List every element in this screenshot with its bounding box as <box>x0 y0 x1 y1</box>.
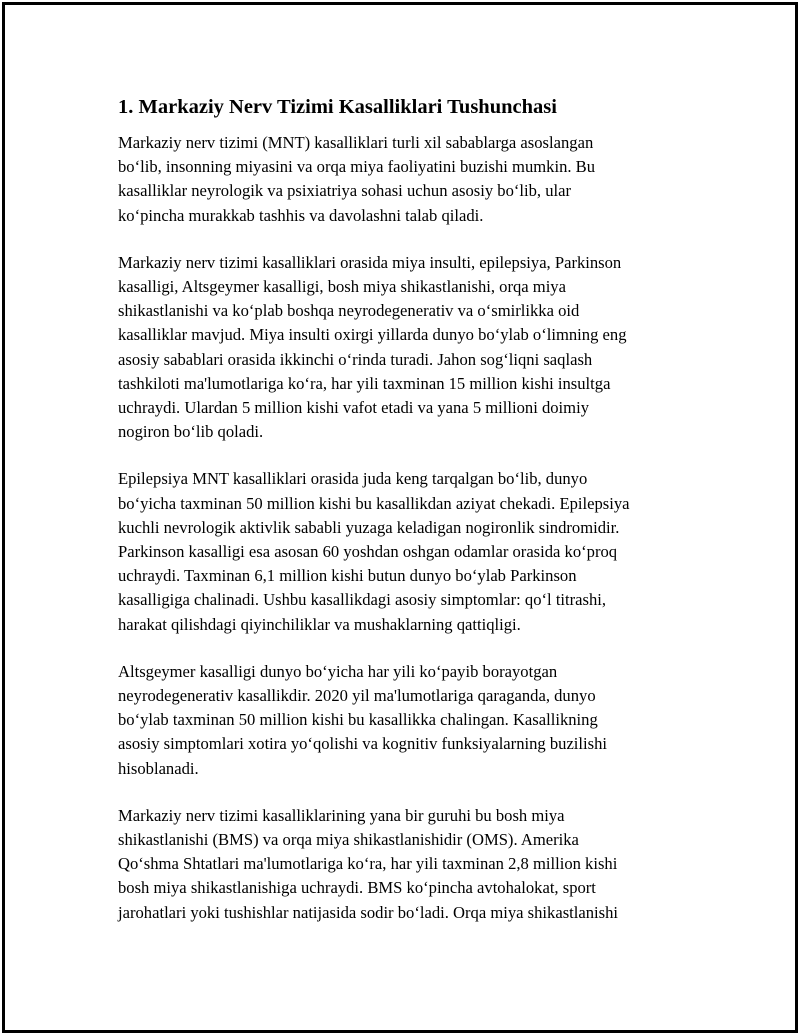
paragraph-2 <box>118 251 688 445</box>
paragraph-line: uchraydi. Ulardan 5 million kishi vafot etadi va yana 5 millioni doimiy <box>118 398 589 418</box>
paragraph-4 <box>118 660 688 781</box>
paragraph-line: Markaziy nerv tizimi (MNT) kasalliklari turli xil sabablarga asoslangan <box>118 133 594 152</box>
paragraph-line: ko‘pincha murakkab tashhis va davolashni talab qiladi. <box>118 205 484 225</box>
paragraph-1 <box>118 131 688 228</box>
paragraph-line: bo‘yicha taxminan 50 million kishi bu kasallikdan aziyat chekadi. Epilepsiya <box>118 493 630 513</box>
paragraph-line: Markaziy nerv tizimi kasalliklari orasida miya insulti, epilepsiya, Parkinson <box>118 252 622 272</box>
paragraph-line: shikastlanishi (BMS) va orqa miya shikastlanishidir (OMS). Amerika <box>118 830 579 850</box>
paragraph-line: hisoblanadi. <box>118 758 199 778</box>
paragraph-line: kasalliklar mavjud. Miya insulti oxirgi yillarda dunyo bo‘ylab o‘limning eng <box>118 325 627 345</box>
paragraph-5 <box>118 804 688 925</box>
paragraph-line: neyrodegenerativ kasallikdir. 2020 yil ma'lumotlariga qaraganda, dunyo <box>118 686 596 706</box>
paragraph-3 <box>118 467 688 636</box>
paragraph-line: asosiy sabablari orasida ikkinchi o‘rinda turadi. Jahon sog‘liqni saqlash <box>118 349 593 369</box>
paragraph-line: kasalligiga chalinadi. Ushbu kasallikdagi asosiy simptomlar: qo‘l titrashi, <box>118 590 607 610</box>
paragraph-line: uchraydi. Taxminan 6,1 million kishi butun dunyo bo‘ylab Parkinson <box>118 566 577 586</box>
paragraph-line: Qo‘shma Shtatlari ma'lumotlariga ko‘ra, har yili taxminan 2,8 million kishi <box>118 854 618 874</box>
paragraph-line: Markaziy nerv tizimi kasalliklarining yana bir guruhi bu bosh miya <box>118 805 565 825</box>
paragraph-line: Parkinson kasalligi esa asosan 60 yoshdan oshgan odamlar orasida ko‘proq <box>118 542 618 562</box>
paragraph-line: harakat qilishdagi qiyinchiliklar va mushaklarning qattiqligi. <box>118 614 521 634</box>
paragraph-line: bo‘ylab taxminan 50 million kishi bu kasallikka chalingan. Kasallikning <box>118 710 598 730</box>
section-heading: 1. Markaziy Nerv Tizimi Kasalliklari Tushunchasi <box>118 96 557 118</box>
paragraph-line: kasalliklar neyrologik va psixiatriya sohasi uchun asosiy bo‘lib, ular <box>118 181 572 201</box>
paragraph-line: asosiy simptomlari xotira yo‘qolishi va kognitiv funksiyalarning buzilishi <box>118 734 608 754</box>
paragraph-line: bo‘lib, insonning miyasini va orqa miya faoliyatini buzishi mumkin. Bu <box>118 157 596 177</box>
paragraph-line: Epilepsiya MNT kasalliklari orasida juda keng tarqalgan bo‘lib, dunyo <box>118 469 588 489</box>
paragraph-line: tashkiloti ma'lumotlariga ko‘ra, har yili taxminan 15 million kishi insultga <box>118 373 611 393</box>
paragraph-line: Altsgeymer kasalligi dunyo bo‘yicha har yili ko‘payib borayotgan <box>118 661 558 681</box>
paragraph-line: shikastlanishi va ko‘plab boshqa neyrodegenerativ va o‘smirlikka oid <box>118 301 580 321</box>
document-body <box>118 93 688 948</box>
paragraph-line: nogiron bo‘lib qoladi. <box>118 422 264 442</box>
paragraph-line: kuchli nevrologik aktivlik sababli yuzaga keladigan nogironlik sindromidir. <box>118 517 620 537</box>
paragraph-line: jarohatlari yoki tushishlar natijasida sodir bo‘ladi. Orqa miya shikastlanishi <box>118 902 619 922</box>
paragraph-line: bosh miya shikastlanishiga uchraydi. BMS ko‘pincha avtohalokat, sport <box>118 878 596 898</box>
paragraph-line: kasalligi, Altsgeymer kasalligi, bosh miya shikastlanishi, orqa miya <box>118 277 566 297</box>
